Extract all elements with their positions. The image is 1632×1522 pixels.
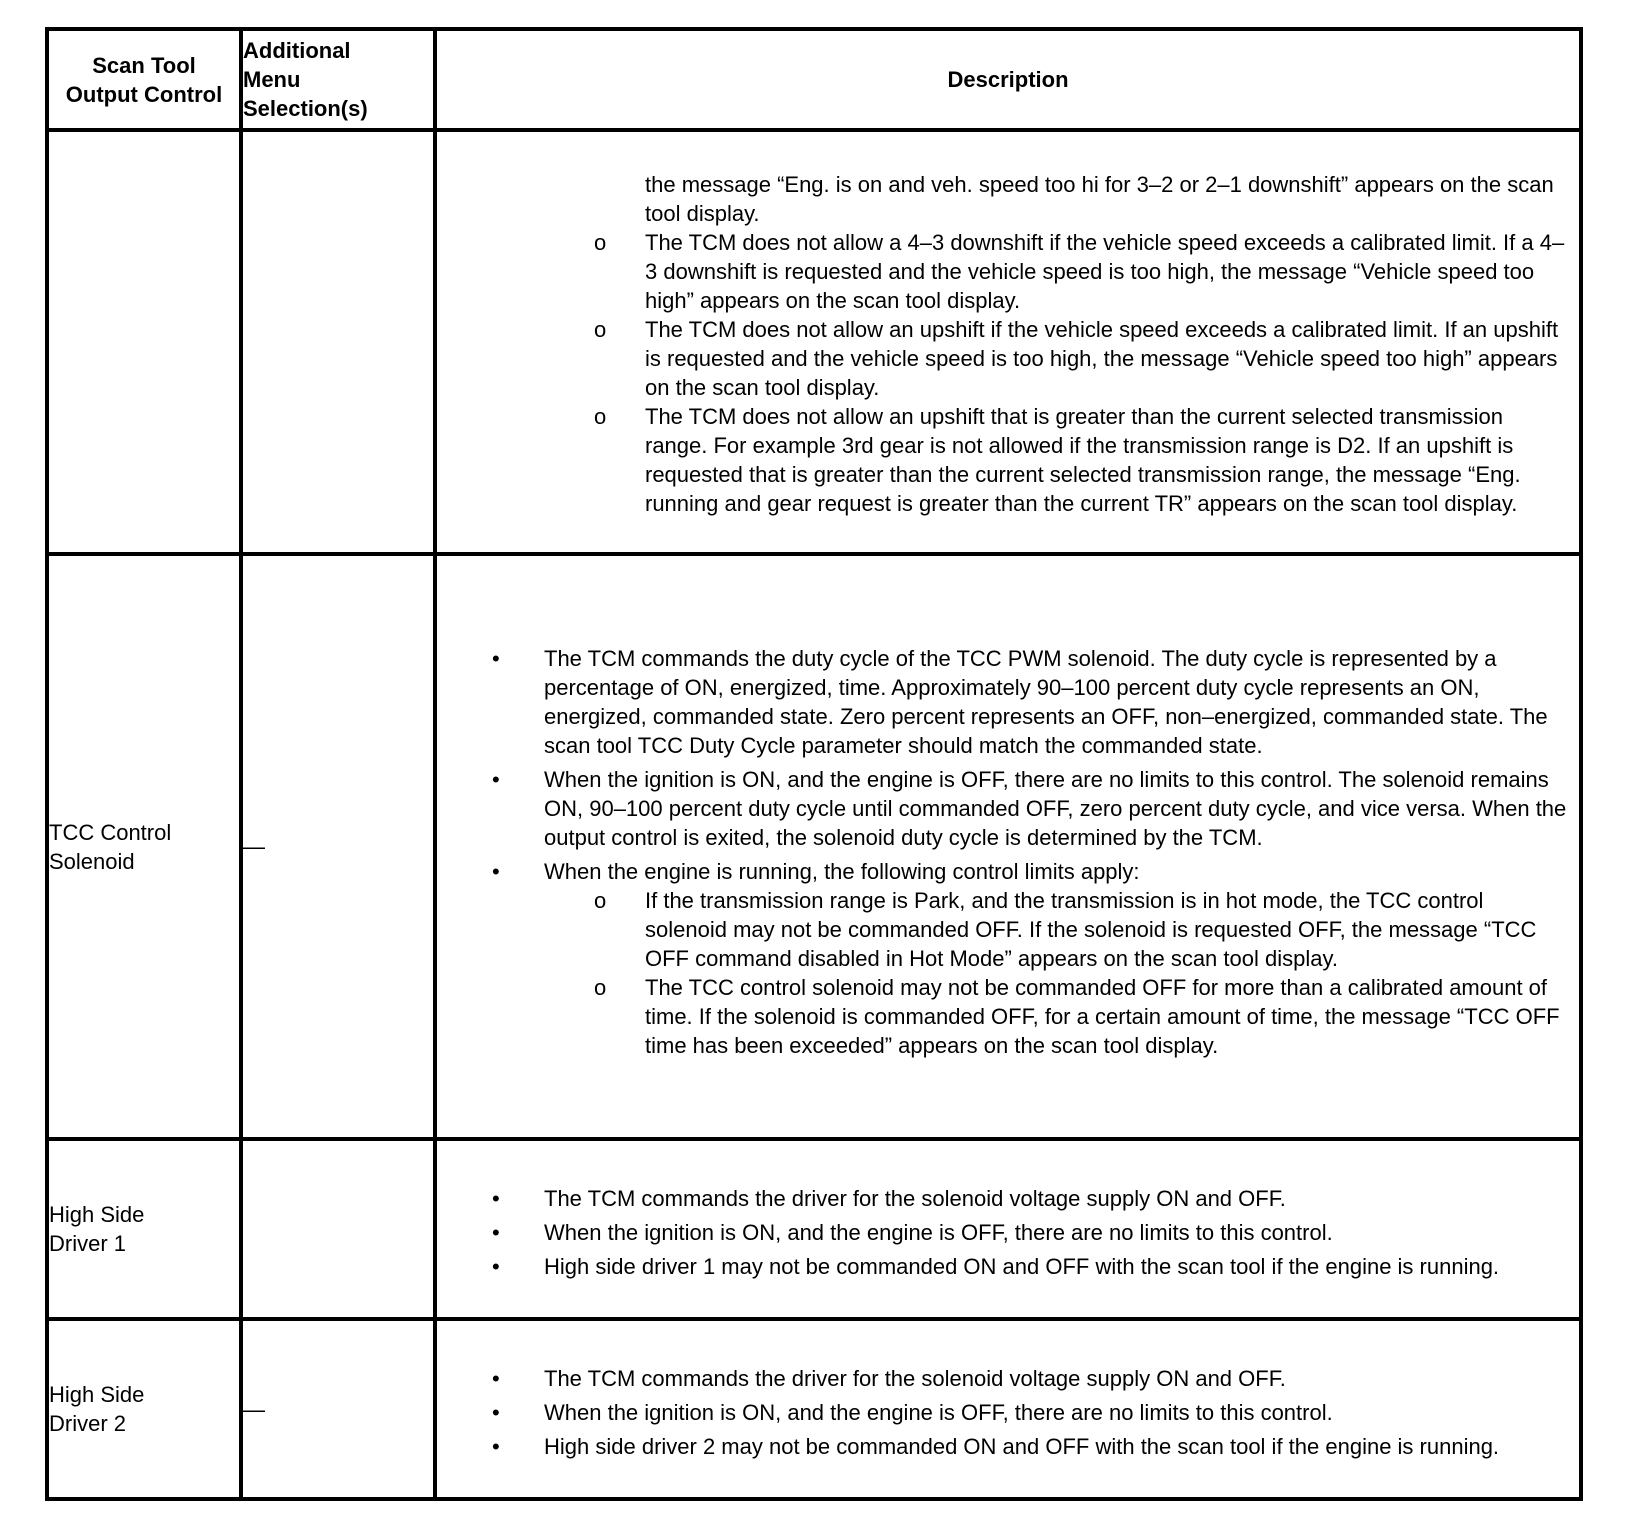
- header-description: [435, 29, 1581, 130]
- control-name-line: High Side: [49, 1382, 145, 1407]
- bullet-item: [437, 1218, 1579, 1247]
- bullet-marker: •: [492, 859, 500, 884]
- bullet-text: When the ignition is ON, and the engine is OFF, there are no limits to this control.: [544, 1399, 1333, 1425]
- sub-bullet-marker: o: [594, 317, 607, 342]
- description-cell: [435, 1139, 1581, 1319]
- control-name-line: High Side: [49, 1202, 145, 1227]
- header-description-label: Description: [947, 67, 1069, 92]
- header-col2-line: Selection(s): [243, 96, 368, 121]
- selection-cell: [241, 554, 435, 1139]
- sub-bullet-text: The TCM does not allow an upshift that is greater than the current selected transmission range. For example 3rd gear is not allowed if the transmission range is D2. If an upshift is requested that is greater than the current selected transmission range, the message “Eng. running and gear request is greater than the current TR” appears on the scan tool display.: [645, 404, 1521, 516]
- bullet-text: The TCM commands the driver for the solenoid voltage supply ON and OFF.: [544, 1185, 1286, 1211]
- output-control-table: [45, 27, 1583, 1501]
- header-col1-line: Output Control: [65, 81, 223, 107]
- table-header-row: [47, 29, 1581, 130]
- table-row: [47, 130, 1581, 554]
- header-col2-line: Additional: [243, 38, 351, 63]
- bullet-item: [437, 1184, 1579, 1213]
- bullet-text: The TCM commands the driver for the solenoid voltage supply ON and OFF.: [544, 1365, 1286, 1391]
- control-name-line: Driver 1: [49, 1231, 127, 1256]
- table-row: [47, 1319, 1581, 1499]
- bullet-marker: •: [492, 1253, 500, 1279]
- sub-bullet-marker: o: [594, 404, 607, 429]
- selection-value: —: [243, 834, 265, 859]
- bullet-marker: •: [492, 1185, 500, 1211]
- selection-cell: [241, 1139, 435, 1319]
- bullet-text: The TCM commands the duty cycle of the TCC PWM solenoid. The duty cycle is represented by a percentage of ON, energized, time. Approximately 90–100 percent duty cycle represents an ON, energized, commanded state. Zero percent represents an OFF, non–energized, commanded state. The scan tool TCC Duty Cycle parameter should match the commanded state.: [544, 646, 1548, 758]
- bullet-text: High side driver 1 may not be commanded ON and OFF with the scan tool if the engine is running.: [544, 1253, 1500, 1279]
- header-col1-line: Scan Tool: [92, 52, 196, 78]
- sub-bullet-marker: o: [594, 975, 607, 1000]
- bullet-marker: •: [492, 1399, 500, 1425]
- bullet-marker: •: [492, 767, 500, 792]
- bullet-marker: •: [492, 1365, 500, 1391]
- header-col2-line: Menu: [243, 67, 301, 92]
- bullet-text: High side driver 2 may not be commanded ON and OFF with the scan tool if the engine is running.: [544, 1433, 1500, 1459]
- header-additional-menu-selections: [241, 29, 435, 130]
- sub-bullet-item: [437, 886, 1579, 973]
- bullet-marker: •: [492, 646, 500, 671]
- bullet-item: [437, 1398, 1579, 1427]
- description-cell: [435, 554, 1581, 1139]
- bullet-text: When the ignition is ON, and the engine is OFF, there are no limits to this control. The solenoid remains ON, 90–100 percent duty cycle until commanded OFF, zero percent duty cycle, and vice versa. When the output control is exited, the solenoid duty cycle is determined by the TCM.: [544, 767, 1567, 850]
- header-scan-tool-output-control: [47, 29, 241, 130]
- bullet-item: [437, 857, 1579, 886]
- control-name-line: Solenoid: [49, 848, 135, 874]
- control-cell: [47, 1319, 241, 1499]
- control-cell: [47, 1139, 241, 1319]
- table-row: [47, 1139, 1581, 1319]
- sub-bullet-marker: o: [594, 888, 607, 913]
- bullet-marker: •: [492, 1219, 500, 1245]
- description-cell: [435, 1319, 1581, 1499]
- sub-bullet-text: The TCC control solenoid may not be commanded OFF for more than a calibrated amount of time. If the solenoid is commanded OFF, for a certain amount of time, the message “TCC OFF time has been exceeded” appears on the scan tool display.: [645, 975, 1560, 1058]
- continuation-text: the message “Eng. is on and veh. speed too hi for 3–2 or 2–1 downshift” appears on the scan tool display.: [645, 172, 1554, 226]
- description-cell: [435, 130, 1581, 554]
- bullet-item: [437, 1432, 1579, 1461]
- table-row: [47, 554, 1581, 1139]
- sub-bullet-text: If the transmission range is Park, and the transmission is in hot mode, the TCC control solenoid may not be commanded OFF. If the solenoid is requested OFF, the message “TCC OFF command disabled in Hot Mode” appears on the scan tool display.: [645, 888, 1537, 971]
- sub-bullet-marker: o: [594, 230, 607, 255]
- bullet-text: When the engine is running, the following control limits apply:: [544, 859, 1140, 884]
- sub-bullet-item: [437, 315, 1579, 402]
- sub-bullet-text: The TCM does not allow a 4–3 downshift if the vehicle speed exceeds a calibrated limit. If a 4–3 downshift is requested and the vehicle speed is too high, the message “Vehicle speed too high” appears on the scan tool display.: [645, 230, 1565, 313]
- selection-cell: [241, 130, 435, 554]
- bullet-marker: •: [492, 1433, 500, 1459]
- bullet-item: [437, 1364, 1579, 1393]
- control-name-line: TCC Control: [49, 819, 172, 845]
- bullet-text: When the ignition is ON, and the engine is OFF, there are no limits to this control.: [544, 1219, 1333, 1245]
- sub-bullet-text: The TCM does not allow an upshift if the vehicle speed exceeds a calibrated limit. If an upshift is requested and the vehicle speed is too high, the message “Vehicle speed too high” appears on the scan tool display.: [645, 317, 1559, 400]
- selection-value: —: [243, 1396, 265, 1422]
- bullet-item: [437, 765, 1579, 852]
- sub-bullet-item: [437, 402, 1579, 518]
- sub-bullet-item: [437, 228, 1579, 315]
- control-cell: [47, 554, 241, 1139]
- control-name-line: Driver 2: [49, 1411, 127, 1436]
- selection-cell: [241, 1319, 435, 1499]
- bullet-item: [437, 644, 1579, 760]
- control-cell: [47, 130, 241, 554]
- sub-bullet-list: [437, 886, 1579, 1060]
- bullet-item: [437, 1252, 1579, 1281]
- sub-bullet-item: [437, 973, 1579, 1060]
